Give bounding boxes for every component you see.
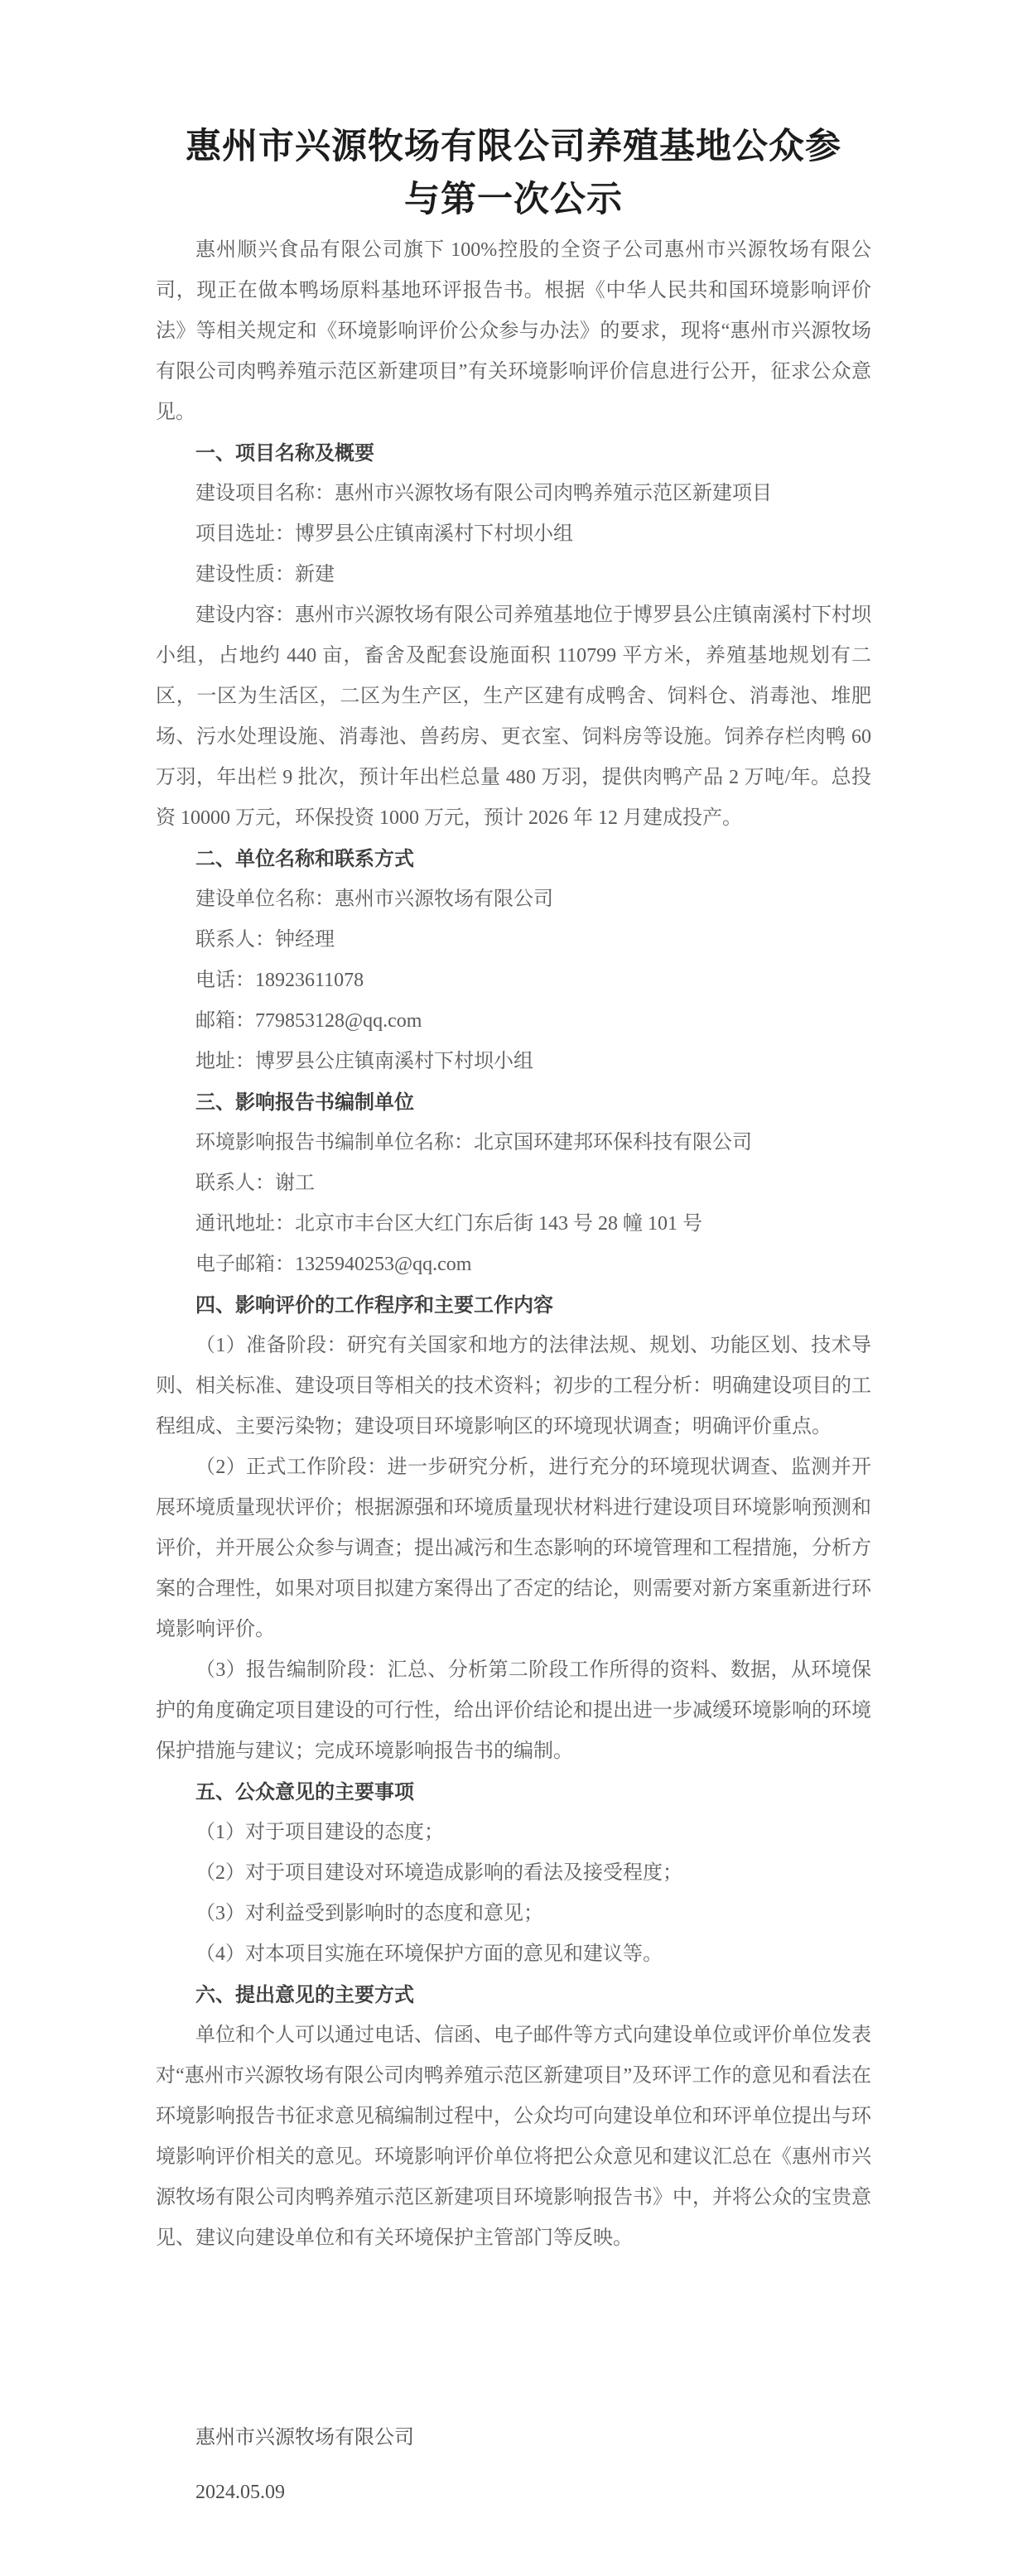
section-heading: 三、影响报告书编制单位 <box>195 1091 414 1114</box>
paragraph: （3）对利益受到影响时的态度和意见； <box>195 1903 543 1924</box>
paragraph: 建设性质：新建 <box>195 564 335 585</box>
paragraph: （1）准备阶段：研究有关国家和地方的法律法规、规划、功能区划、技术导则、相关标准、建设项目等相关的技术资料；初步的工程分析：明确建设项目的工程组成、主要污染物；建设项目环境影响区的环境现状调查；明确评价重点。 <box>156 1335 871 1437</box>
paragraph: 电话：18923611078 <box>195 970 364 991</box>
section-company-contact <box>156 839 871 1082</box>
document-body <box>156 230 871 2513</box>
paragraph: 电子邮箱：1325940253@qq.com <box>195 1254 472 1275</box>
paragraph: （3）报告编制阶段：汇总、分析第二阶段工作所得的资料、数据，从环境保护的角度确定项目建设的可行性，给出评价结论和提出进一步减缓环境影响的环境保护措施与建议；完成环境影响报告书的编制。 <box>156 1659 871 1762</box>
paragraph: 邮箱：779853128@qq.com <box>195 1010 422 1032</box>
intro-paragraph: 惠州顺兴食品有限公司旗下 100%控股的全资子公司惠州市兴源牧场有限公司，现正在做本鸭场原料基地环评报告书。根据《中华人民共和国环境影响评价法》等相关规定和《环境影响评价公众参与办法》的要求，现将“惠州市兴源牧场有限公司肉鸭养殖示范区新建项目”有关环境影响评价信息进行公开，征求公众意见。 <box>156 239 871 423</box>
document-footer <box>156 2418 884 2513</box>
paragraph: 单位和个人可以通过电话、信函、电子邮件等方式向建设单位或评价单位发表对“惠州市兴源牧场有限公司肉鸭养殖示范区新建项目”及环评工作的意见和看法在环境影响报告书征求意见稿编制过程中，公众均可向建设单位和环评单位提出与环境影响评价相关的意见。环境影响评价单位将把公众意见和建议汇总在《惠州市兴源牧场有限公司肉鸭养殖示范区新建项目环境影响报告书》中，并将公众的宝贵意见、建议向建设单位和有关环境保护主管部门等反映。 <box>156 2025 871 2249</box>
footer-company: 惠州市兴源牧场有限公司 <box>195 2427 414 2448</box>
paragraph: 环境影响报告书编制单位名称：北京国环建邦环保科技有限公司 <box>195 1132 752 1153</box>
section-heading: 二、单位名称和联系方式 <box>195 848 414 870</box>
paragraph: 通讯地址：北京市丰台区大红门东后街 143 号 28 幢 101 号 <box>195 1213 702 1235</box>
section-feedback-methods <box>156 1975 871 2259</box>
section-heading: 一、项目名称及概要 <box>195 442 374 465</box>
paragraph: （4）对本项目实施在环境保护方面的意见和建议等。 <box>195 1943 663 1965</box>
section-project-overview <box>156 433 871 839</box>
paragraph: 建设项目名称：惠州市兴源牧场有限公司肉鸭养殖示范区新建项目 <box>195 483 772 504</box>
section-heading: 五、公众意见的主要事项 <box>195 1781 414 1803</box>
section-heading: 四、影响评价的工作程序和主要工作内容 <box>195 1294 553 1317</box>
section-public-opinion-items <box>156 1772 871 1975</box>
section-heading: 六、提出意见的主要方式 <box>195 1984 414 2006</box>
paragraph: 建设内容：惠州市兴源牧场有限公司养殖基地位于博罗县公庄镇南溪村下村坝小组，占地约 440 亩，畜舍及配套设施面积 110799 平方米，养殖基地规划有二区，一区为生活区，二区为生产区，生产区建有成鸭舍、饲料仓、消毒池、堆肥场、污水处理设施、消毒池、兽药房、更衣室、饲料房等设施。饲养存栏肉鸭 60 万羽，年出栏 9 批次，预计年出栏总量 480 万羽，提供肉鸭产品 2 万吨/年。总投资 10000 万元，环保投资 1000 万元，预计 2026 年 12 月建成投产。 <box>156 604 871 829</box>
page-title: 惠州市兴源牧场有限公司养殖基地公众参与第一次公示 <box>186 128 841 219</box>
paragraph: 建设单位名称：惠州市兴源牧场有限公司 <box>195 888 553 910</box>
paragraph: （2）对于项目建设对环境造成影响的看法及接受程度； <box>195 1862 682 1884</box>
section-report-agency <box>156 1082 871 1285</box>
paragraph: 联系人：谢工 <box>195 1172 315 1194</box>
paragraph: （1）对于项目建设的态度； <box>195 1822 444 1843</box>
paragraph: 地址：博罗县公庄镇南溪村下村坝小组 <box>195 1051 533 1072</box>
paragraph: 项目选址：博罗县公庄镇南溪村下村坝小组 <box>195 523 573 545</box>
paragraph: （2）正式工作阶段：进一步研究分析，进行充分的环境现状调查、监测并开展环境质量现状评价；根据源强和环境质量现状材料进行建设项目环境影响预测和评价，并开展公众参与调查；提出减污和生态影响的环境管理和工程措施，分析方案的合理性，如果对项目拟建方案得出了否定的结论，则需要对新方案重新进行环境影响评价。 <box>156 1457 871 1640</box>
footer-date: 2024.05.09 <box>195 2482 285 2503</box>
section-work-procedure <box>156 1285 871 1772</box>
paragraph: 联系人：钟经理 <box>195 929 335 951</box>
